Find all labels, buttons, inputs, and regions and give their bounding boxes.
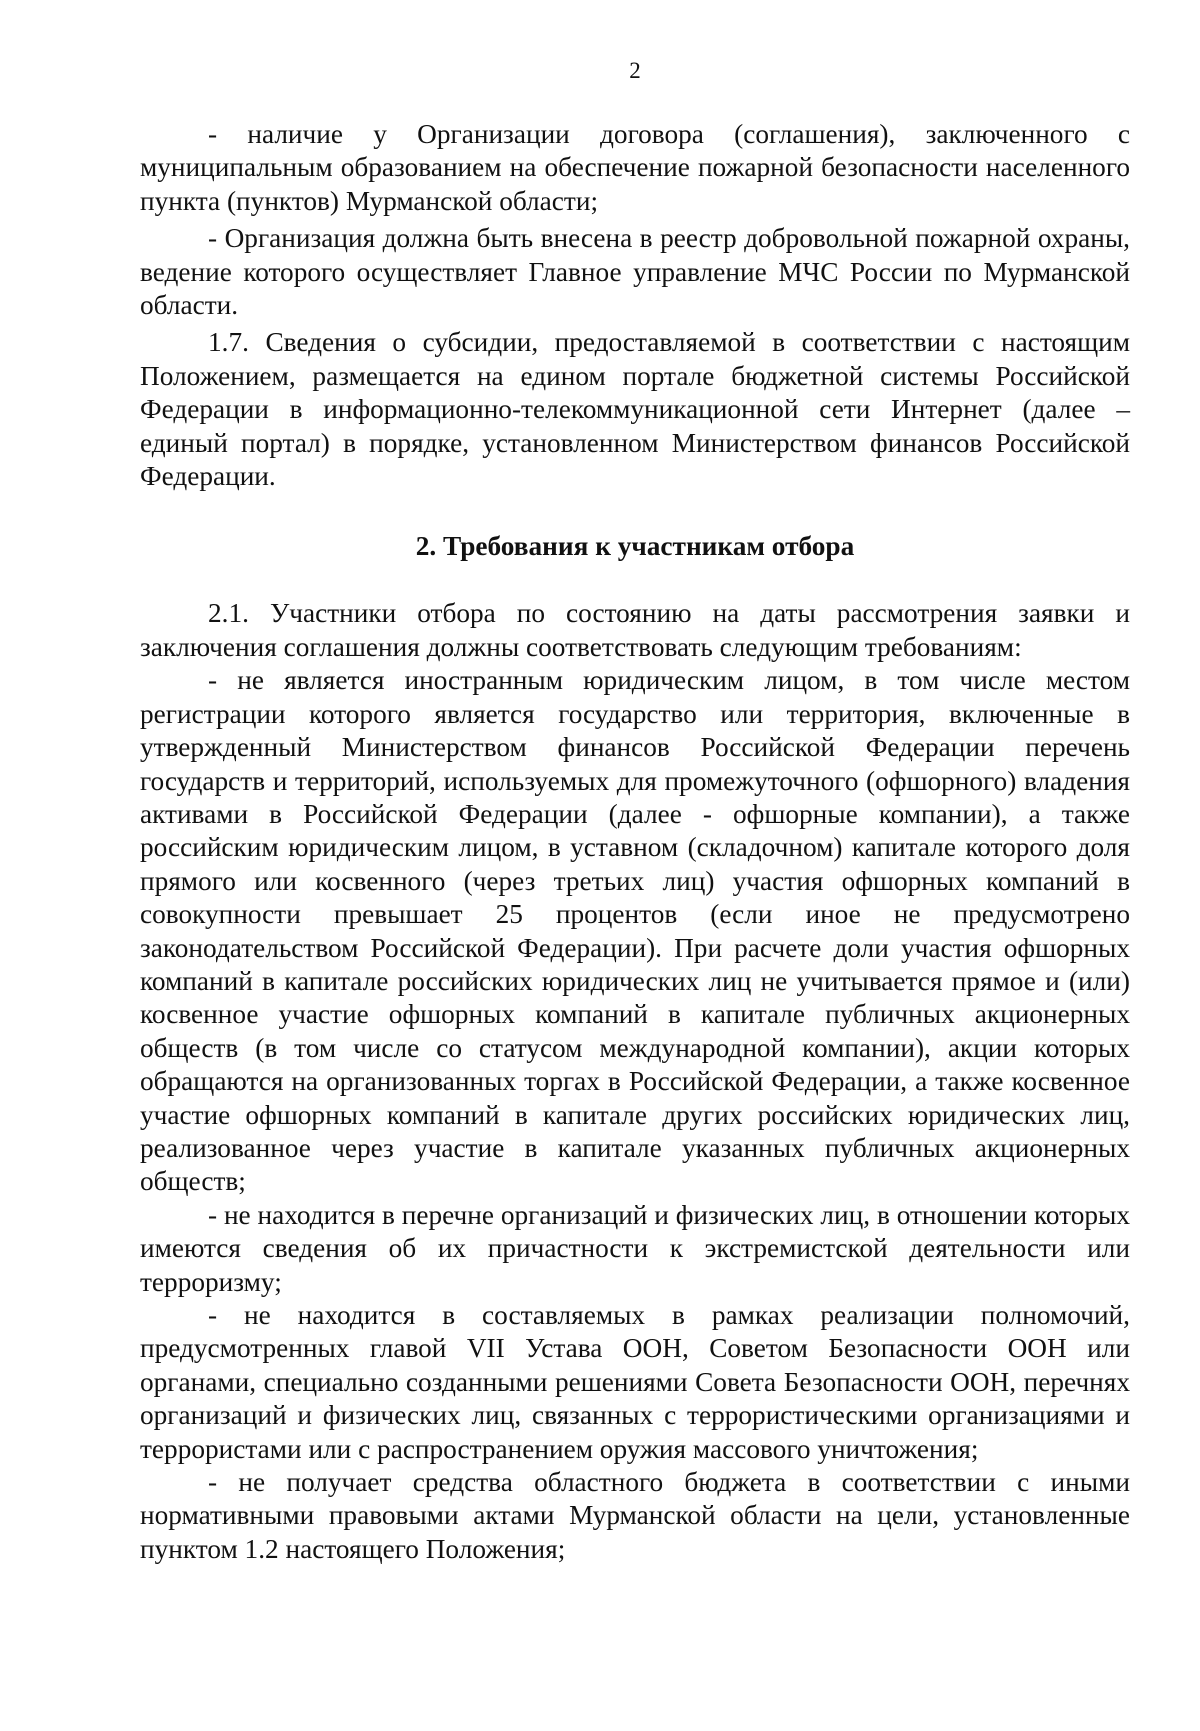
paragraph-un-list-requirement: - не находится в составляемых в рамках реализации полномочий, предусмотренных главой VII Устава ООН, Советом Безопасности ООН или органами, специально созданными решениями Совета Безопасности ООН, перечнях организаций и физических лиц, связанных с террористическими организациями и террористами или с распространением оружия массового уничтожения; (140, 1300, 1130, 1464)
section-heading: 2. Требования к участникам отбора (415, 531, 855, 562)
paragraph-1-7: 1.7. Сведения о субсидии, предоставляемой в соответствии с настоящим Положением, размещается на едином портале бюджетной системы Российской Федерации в информационно-телекоммуникационной сети Интернет (далее – единый портал) в порядке, установленном Министерством финансов Российской Федерации. (140, 327, 1130, 492)
paragraph-agreement-requirement: - наличие у Организации договора (соглашения), заключенного с муниципальным образованием на обеспечение пожарной безопасности населенного пункта (пунктов) Мурманской области; (140, 119, 1130, 216)
paragraph-2-1: 2.1. Участники отбора по состоянию на даты рассмотрения заявки и заключения соглашения должны соответствовать следующим требованиям: (140, 598, 1130, 662)
paragraph-registry-requirement: - Организация должна быть внесена в реестр добровольной пожарной охраны, ведение которого осуществляет Главное управление МЧС России по Мурманской области. (140, 223, 1130, 321)
paragraph-budget-funds-requirement: - не получает средства областного бюджета в соответствии с иными нормативными правовыми актами Мурманской области на цели, установленные пунктом 1.2 настоящего Положения; (140, 1467, 1130, 1564)
paragraph-offshore-requirement: - не является иностранным юридическим лицом, в том числе местом регистрации которого является государство или территория, включенные в утвержденный Министерством финансов Российской Федерации перечень государств и территорий, используемых для промежуточного (офшорного) владения активами в Российской Федерации (далее - офшорные компании), а также российским юридическим лицом, в уставном (складочном) капитале которого доля прямого или косвенного (через третьих лиц) участия офшорных компаний в совокупности превышает 25 процентов (если иное не предусмотрено законодательством Российской Федерации). При расчете доли участия офшорных компаний в капитале российских юридических лиц не учитывается прямое и (или) косвенное участие офшорных компаний в капитале публичных акционерных обществ (в том числе со статусом международной компании), акции которых обращаются на организованных торгах в Российской Федерации, а также косвенное участие офшорных компаний в капитале других российских юридических лиц, реализованное через участие в капитале указанных публичных акционерных обществ; (140, 665, 1130, 1197)
page-number: 2 (629, 58, 641, 83)
paragraph-extremism-requirement: - не находится в перечне организаций и физических лиц, в отношении которых имеются сведения об их причастности к экстремистской деятельности или терроризму; (140, 1199, 1130, 1297)
